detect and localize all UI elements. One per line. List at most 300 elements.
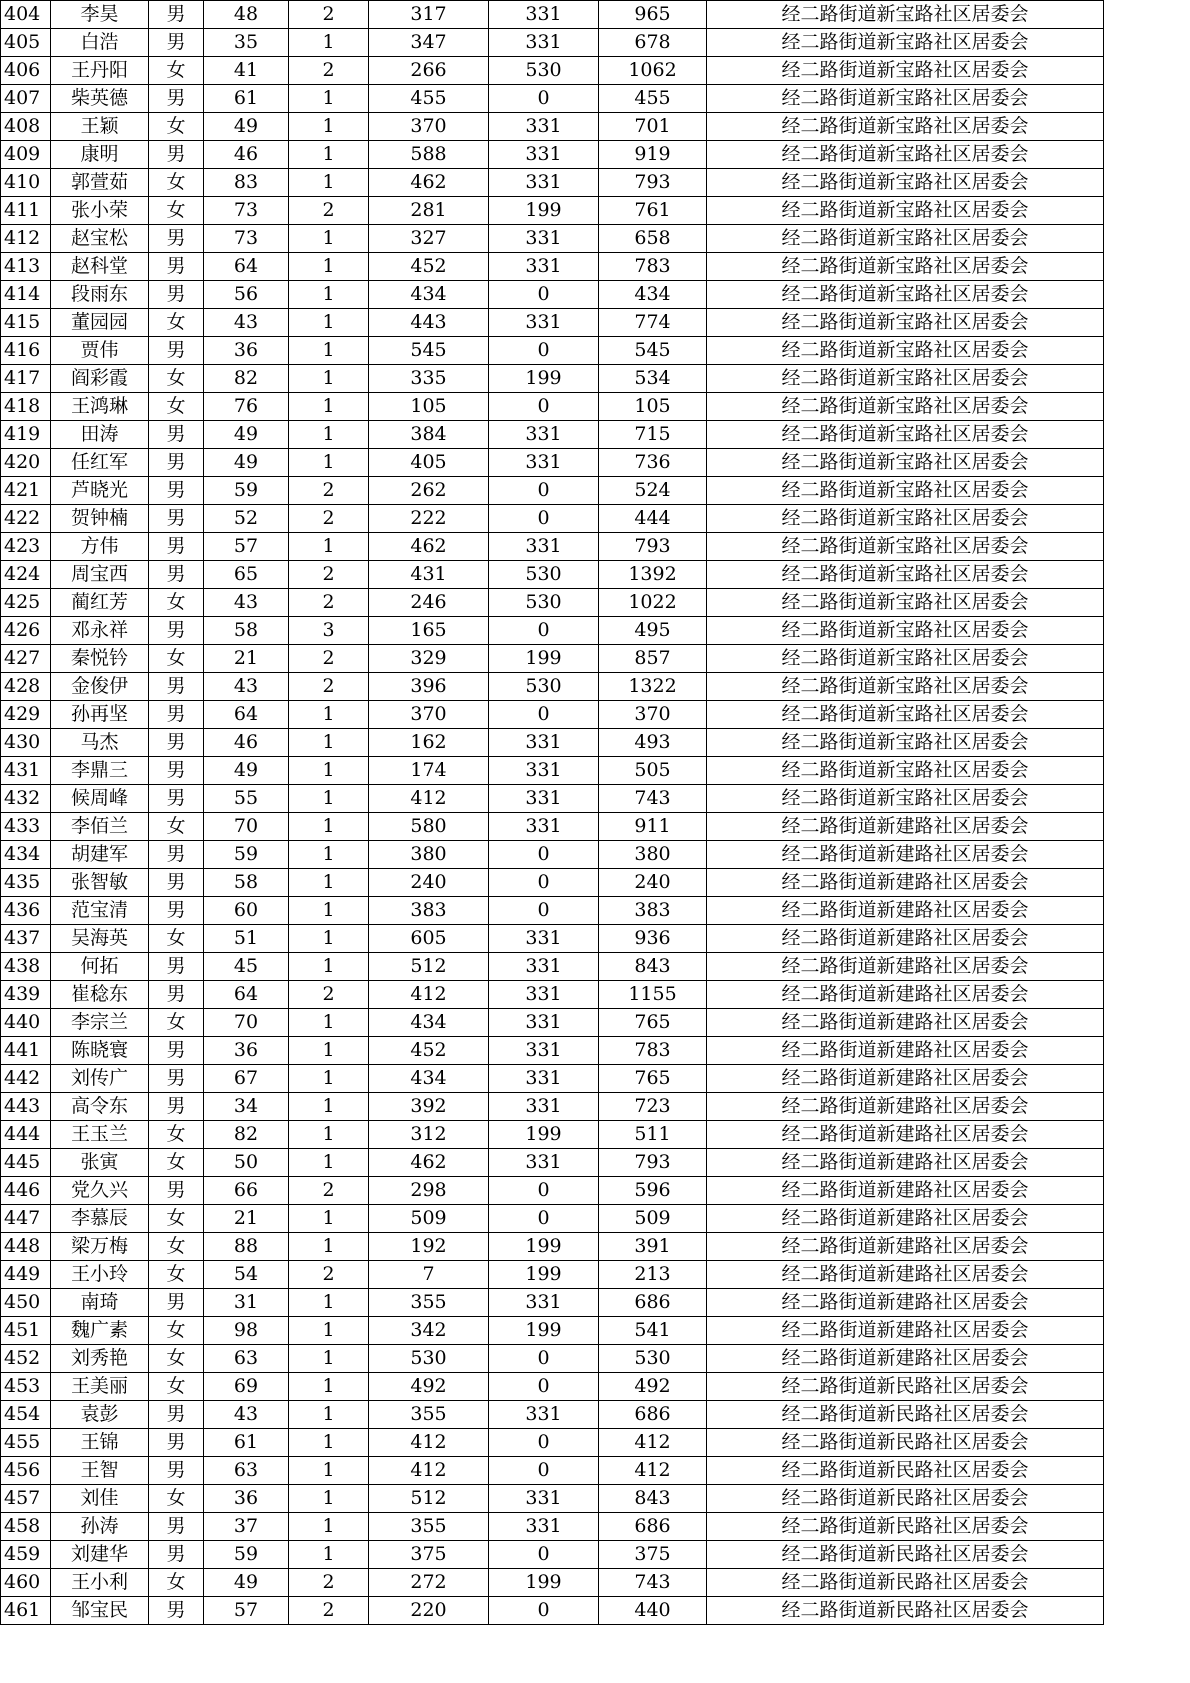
cell-subsidy: 199 [489,1261,599,1289]
cell-id: 442 [1,1065,51,1093]
cell-gender: 男 [149,1177,204,1205]
cell-name: 王颖 [51,113,149,141]
cell-subsidy: 530 [489,673,599,701]
cell-id: 406 [1,57,51,85]
cell-gender: 女 [149,1261,204,1289]
cell-people: 2 [289,981,369,1009]
cell-people: 2 [289,1597,369,1625]
table-row [1,1513,1104,1541]
cell-gender: 男 [149,1513,204,1541]
cell-income_a: 347 [369,29,489,57]
cell-age: 41 [204,57,289,85]
cell-people: 1 [289,449,369,477]
cell-age: 58 [204,617,289,645]
cell-subsidy: 331 [489,1401,599,1429]
cell-name: 金俊伊 [51,673,149,701]
cell-gender: 男 [149,785,204,813]
cell-id: 414 [1,281,51,309]
cell-total: 375 [599,1541,707,1569]
cell-gender: 男 [149,281,204,309]
cell-id: 460 [1,1569,51,1597]
cell-subsidy: 0 [489,1373,599,1401]
cell-total: 1322 [599,673,707,701]
cell-community: 经二路街道新宝路社区居委会 [707,561,1104,589]
cell-total: 1062 [599,57,707,85]
cell-gender: 男 [149,477,204,505]
cell-id: 446 [1,1177,51,1205]
cell-income_a: 396 [369,673,489,701]
cell-income_a: 317 [369,1,489,29]
cell-id: 444 [1,1121,51,1149]
cell-income_a: 443 [369,309,489,337]
cell-people: 1 [289,1233,369,1261]
cell-name: 王鸿琳 [51,393,149,421]
cell-gender: 女 [149,1317,204,1345]
cell-people: 1 [289,113,369,141]
cell-age: 59 [204,1541,289,1569]
table-row [1,1373,1104,1401]
cell-subsidy: 0 [489,841,599,869]
cell-id: 423 [1,533,51,561]
cell-income_a: 462 [369,169,489,197]
cell-community: 经二路街道新宝路社区居委会 [707,421,1104,449]
cell-total: 843 [599,1485,707,1513]
cell-people: 1 [289,1485,369,1513]
cell-id: 415 [1,309,51,337]
cell-community: 经二路街道新宝路社区居委会 [707,309,1104,337]
cell-total: 524 [599,477,707,505]
cell-total: 658 [599,225,707,253]
cell-id: 445 [1,1149,51,1177]
cell-subsidy: 0 [489,505,599,533]
cell-name: 王丹阳 [51,57,149,85]
cell-income_a: 431 [369,561,489,589]
cell-age: 63 [204,1457,289,1485]
cell-community: 经二路街道新建路社区居委会 [707,1205,1104,1233]
cell-community: 经二路街道新民路社区居委会 [707,1597,1104,1625]
cell-community: 经二路街道新宝路社区居委会 [707,169,1104,197]
cell-id: 437 [1,925,51,953]
cell-name: 段雨东 [51,281,149,309]
cell-name: 张寅 [51,1149,149,1177]
cell-subsidy: 331 [489,757,599,785]
table-row [1,1289,1104,1317]
cell-id: 420 [1,449,51,477]
cell-income_a: 281 [369,197,489,225]
cell-age: 59 [204,477,289,505]
table-row [1,29,1104,57]
cell-people: 1 [289,1009,369,1037]
table-row [1,1205,1104,1233]
cell-gender: 男 [149,85,204,113]
cell-id: 405 [1,29,51,57]
cell-id: 417 [1,365,51,393]
cell-name: 贾伟 [51,337,149,365]
cell-gender: 男 [149,1541,204,1569]
cell-name: 白浩 [51,29,149,57]
cell-gender: 女 [149,1345,204,1373]
cell-subsidy: 331 [489,1513,599,1541]
table-row [1,729,1104,757]
cell-id: 438 [1,953,51,981]
cell-age: 83 [204,169,289,197]
cell-id: 443 [1,1093,51,1121]
cell-community: 经二路街道新宝路社区居委会 [707,141,1104,169]
cell-id: 436 [1,897,51,925]
table-row [1,645,1104,673]
cell-name: 芦晓光 [51,477,149,505]
cell-people: 1 [289,897,369,925]
cell-id: 448 [1,1233,51,1261]
table-row [1,813,1104,841]
cell-subsidy: 0 [489,1597,599,1625]
cell-id: 454 [1,1401,51,1429]
cell-total: 678 [599,29,707,57]
cell-gender: 男 [149,617,204,645]
table-row [1,701,1104,729]
cell-gender: 女 [149,1205,204,1233]
cell-people: 1 [289,281,369,309]
table-row [1,1093,1104,1121]
cell-id: 411 [1,197,51,225]
cell-total: 761 [599,197,707,225]
cell-people: 1 [289,1121,369,1149]
cell-id: 404 [1,1,51,29]
cell-id: 452 [1,1345,51,1373]
cell-total: 213 [599,1261,707,1289]
cell-people: 2 [289,589,369,617]
cell-total: 843 [599,953,707,981]
cell-total: 509 [599,1205,707,1233]
cell-subsidy: 199 [489,1233,599,1261]
cell-income_a: 412 [369,1429,489,1457]
cell-people: 1 [289,1205,369,1233]
cell-income_a: 492 [369,1373,489,1401]
cell-age: 49 [204,449,289,477]
cell-people: 3 [289,617,369,645]
cell-income_a: 434 [369,1009,489,1037]
cell-age: 57 [204,533,289,561]
table-row [1,1457,1104,1485]
cell-age: 52 [204,505,289,533]
cell-community: 经二路街道新宝路社区居委会 [707,57,1104,85]
cell-gender: 女 [149,393,204,421]
cell-income_a: 605 [369,925,489,953]
cell-income_a: 165 [369,617,489,645]
cell-id: 407 [1,85,51,113]
cell-name: 李鼎三 [51,757,149,785]
cell-people: 1 [289,1093,369,1121]
cell-subsidy: 199 [489,365,599,393]
table-row [1,981,1104,1009]
cell-total: 511 [599,1121,707,1149]
cell-income_a: 392 [369,1093,489,1121]
cell-people: 2 [289,1569,369,1597]
cell-subsidy: 331 [489,1093,599,1121]
cell-income_a: 412 [369,1457,489,1485]
cell-id: 422 [1,505,51,533]
cell-people: 1 [289,1401,369,1429]
cell-total: 936 [599,925,707,953]
cell-community: 经二路街道新建路社区居委会 [707,1177,1104,1205]
cell-income_a: 530 [369,1345,489,1373]
cell-people: 2 [289,561,369,589]
cell-id: 441 [1,1037,51,1065]
cell-community: 经二路街道新宝路社区居委会 [707,29,1104,57]
cell-subsidy: 0 [489,869,599,897]
cell-community: 经二路街道新宝路社区居委会 [707,701,1104,729]
cell-community: 经二路街道新宝路社区居委会 [707,337,1104,365]
cell-id: 439 [1,981,51,1009]
cell-name: 李慕辰 [51,1205,149,1233]
cell-age: 58 [204,869,289,897]
cell-income_a: 380 [369,841,489,869]
cell-people: 1 [289,953,369,981]
cell-age: 98 [204,1317,289,1345]
cell-income_a: 462 [369,533,489,561]
cell-subsidy: 0 [489,1205,599,1233]
cell-subsidy: 331 [489,925,599,953]
cell-name: 党久兴 [51,1177,149,1205]
cell-subsidy: 331 [489,785,599,813]
cell-community: 经二路街道新民路社区居委会 [707,1457,1104,1485]
cell-gender: 女 [149,1485,204,1513]
cell-subsidy: 331 [489,449,599,477]
cell-subsidy: 0 [489,1177,599,1205]
cell-age: 48 [204,1,289,29]
cell-income_a: 434 [369,281,489,309]
cell-community: 经二路街道新民路社区居委会 [707,1485,1104,1513]
cell-people: 2 [289,673,369,701]
cell-name: 崔稔东 [51,981,149,1009]
cell-people: 1 [289,1065,369,1093]
cell-gender: 女 [149,1149,204,1177]
cell-gender: 男 [149,505,204,533]
table-row [1,365,1104,393]
cell-age: 76 [204,393,289,421]
cell-age: 43 [204,1401,289,1429]
cell-id: 413 [1,253,51,281]
cell-people: 1 [289,869,369,897]
cell-name: 张小荣 [51,197,149,225]
cell-subsidy: 0 [489,337,599,365]
cell-subsidy: 0 [489,1457,599,1485]
cell-id: 409 [1,141,51,169]
table-row [1,561,1104,589]
cell-subsidy: 331 [489,1,599,29]
cell-income_a: 355 [369,1513,489,1541]
cell-subsidy: 530 [489,561,599,589]
table-row [1,785,1104,813]
cell-income_a: 105 [369,393,489,421]
cell-age: 59 [204,841,289,869]
cell-age: 43 [204,309,289,337]
table-row [1,1149,1104,1177]
cell-subsidy: 331 [489,225,599,253]
cell-community: 经二路街道新建路社区居委会 [707,1149,1104,1177]
cell-community: 经二路街道新建路社区居委会 [707,1317,1104,1345]
cell-people: 1 [289,309,369,337]
cell-name: 王美丽 [51,1373,149,1401]
cell-name: 周宝西 [51,561,149,589]
cell-community: 经二路街道新建路社区居委会 [707,981,1104,1009]
cell-gender: 男 [149,757,204,785]
cell-subsidy: 0 [489,617,599,645]
cell-total: 530 [599,1345,707,1373]
cell-income_a: 327 [369,225,489,253]
cell-age: 55 [204,785,289,813]
cell-id: 431 [1,757,51,785]
cell-name: 王小玲 [51,1261,149,1289]
cell-total: 743 [599,1569,707,1597]
cell-gender: 女 [149,925,204,953]
cell-income_a: 370 [369,113,489,141]
table-row [1,225,1104,253]
cell-income_a: 434 [369,1065,489,1093]
cell-total: 765 [599,1065,707,1093]
table-row [1,1,1104,29]
cell-subsidy: 331 [489,169,599,197]
cell-name: 任红军 [51,449,149,477]
cell-age: 50 [204,1149,289,1177]
cell-people: 1 [289,393,369,421]
cell-people: 1 [289,337,369,365]
table-row [1,841,1104,869]
cell-community: 经二路街道新宝路社区居委会 [707,365,1104,393]
table-row [1,1177,1104,1205]
cell-subsidy: 530 [489,589,599,617]
cell-name: 孙涛 [51,1513,149,1541]
cell-name: 贺钟楠 [51,505,149,533]
cell-age: 69 [204,1373,289,1401]
cell-people: 1 [289,1345,369,1373]
cell-gender: 男 [149,953,204,981]
cell-total: 793 [599,169,707,197]
cell-people: 1 [289,1149,369,1177]
cell-total: 736 [599,449,707,477]
cell-subsidy: 199 [489,197,599,225]
table-row [1,1597,1104,1625]
cell-name: 董园园 [51,309,149,337]
cell-gender: 男 [149,1429,204,1457]
cell-income_a: 246 [369,589,489,617]
cell-people: 2 [289,1177,369,1205]
cell-people: 2 [289,1261,369,1289]
cell-community: 经二路街道新建路社区居委会 [707,1093,1104,1121]
cell-age: 73 [204,197,289,225]
cell-total: 919 [599,141,707,169]
cell-age: 43 [204,673,289,701]
cell-subsidy: 0 [489,393,599,421]
cell-people: 1 [289,29,369,57]
cell-gender: 男 [149,841,204,869]
table-row [1,589,1104,617]
table-row [1,1009,1104,1037]
cell-id: 457 [1,1485,51,1513]
cell-age: 54 [204,1261,289,1289]
cell-people: 1 [289,813,369,841]
table-row [1,1121,1104,1149]
table-row [1,1429,1104,1457]
cell-name: 魏广素 [51,1317,149,1345]
table-row [1,253,1104,281]
cell-age: 36 [204,1485,289,1513]
table-row [1,1541,1104,1569]
cell-subsidy: 331 [489,253,599,281]
cell-income_a: 588 [369,141,489,169]
cell-income_a: 298 [369,1177,489,1205]
cell-gender: 女 [149,589,204,617]
cell-community: 经二路街道新宝路社区居委会 [707,225,1104,253]
table-row [1,617,1104,645]
cell-gender: 男 [149,729,204,757]
cell-income_a: 266 [369,57,489,85]
cell-people: 1 [289,421,369,449]
cell-income_a: 272 [369,1569,489,1597]
cell-total: 444 [599,505,707,533]
cell-name: 刘秀艳 [51,1345,149,1373]
cell-subsidy: 199 [489,1317,599,1345]
cell-community: 经二路街道新宝路社区居委会 [707,113,1104,141]
cell-community: 经二路街道新建路社区居委会 [707,1009,1104,1037]
cell-community: 经二路街道新宝路社区居委会 [707,449,1104,477]
cell-age: 49 [204,757,289,785]
cell-id: 456 [1,1457,51,1485]
cell-age: 36 [204,1037,289,1065]
cell-age: 73 [204,225,289,253]
table-row [1,337,1104,365]
table-row [1,869,1104,897]
cell-community: 经二路街道新宝路社区居委会 [707,477,1104,505]
cell-total: 545 [599,337,707,365]
cell-community: 经二路街道新宝路社区居委会 [707,785,1104,813]
cell-name: 郭萱茹 [51,169,149,197]
cell-gender: 女 [149,813,204,841]
cell-id: 455 [1,1429,51,1457]
cell-gender: 男 [149,1597,204,1625]
cell-name: 田涛 [51,421,149,449]
cell-age: 63 [204,1345,289,1373]
cell-people: 1 [289,85,369,113]
cell-gender: 男 [149,1093,204,1121]
cell-community: 经二路街道新宝路社区居委会 [707,729,1104,757]
cell-community: 经二路街道新建路社区居委会 [707,1037,1104,1065]
cell-total: 857 [599,645,707,673]
cell-income_a: 452 [369,1037,489,1065]
cell-name: 王玉兰 [51,1121,149,1149]
cell-income_a: 312 [369,1121,489,1149]
table-row [1,1261,1104,1289]
cell-gender: 男 [149,1401,204,1429]
cell-people: 1 [289,169,369,197]
cell-community: 经二路街道新宝路社区居委会 [707,393,1104,421]
cell-id: 434 [1,841,51,869]
cell-name: 赵宝松 [51,225,149,253]
cell-age: 37 [204,1513,289,1541]
cell-name: 王小利 [51,1569,149,1597]
cell-subsidy: 0 [489,701,599,729]
cell-subsidy: 0 [489,281,599,309]
cell-people: 1 [289,841,369,869]
cell-community: 经二路街道新宝路社区居委会 [707,197,1104,225]
cell-community: 经二路街道新建路社区居委会 [707,869,1104,897]
cell-gender: 男 [149,673,204,701]
cell-people: 2 [289,505,369,533]
cell-gender: 女 [149,169,204,197]
cell-subsidy: 331 [489,29,599,57]
cell-gender: 男 [149,1,204,29]
cell-gender: 男 [149,449,204,477]
